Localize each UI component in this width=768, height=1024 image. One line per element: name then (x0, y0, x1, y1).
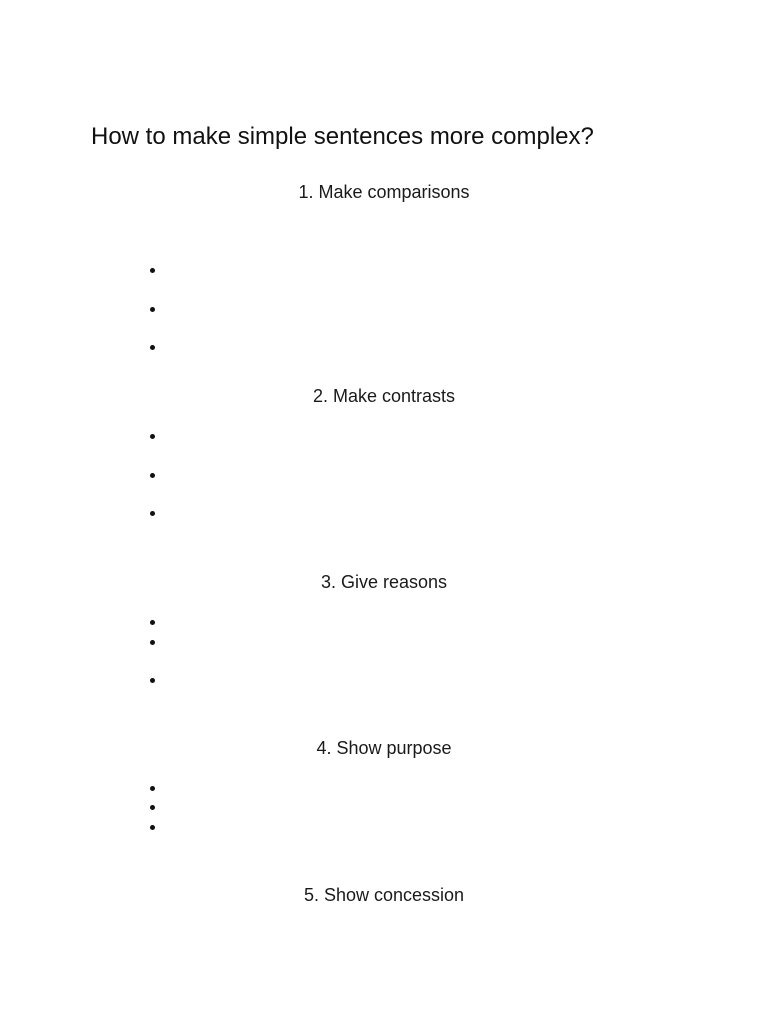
bullet-point (150, 620, 155, 625)
bullet-point (150, 640, 155, 645)
bullet-point (150, 307, 155, 312)
section-heading-reasons: 3. Give reasons (320, 572, 448, 592)
bullet-point (150, 434, 155, 439)
bullet-point (150, 511, 155, 516)
bullet-point (150, 473, 155, 478)
section-heading-contrasts: 2. Make contrasts (312, 386, 456, 406)
bullet-point (150, 345, 155, 350)
bullet-point (150, 825, 155, 830)
section-heading-concession: 5. Show concession (303, 885, 465, 905)
section-heading-purpose: 4. Show purpose (316, 738, 452, 758)
bullet-point (150, 678, 155, 683)
bullet-point (150, 805, 155, 810)
document-title: How to make simple sentences more complex? (91, 123, 594, 150)
bullet-point (150, 786, 155, 791)
section-heading-comparisons: 1. Make comparisons (298, 182, 470, 202)
bullet-point (150, 268, 155, 273)
